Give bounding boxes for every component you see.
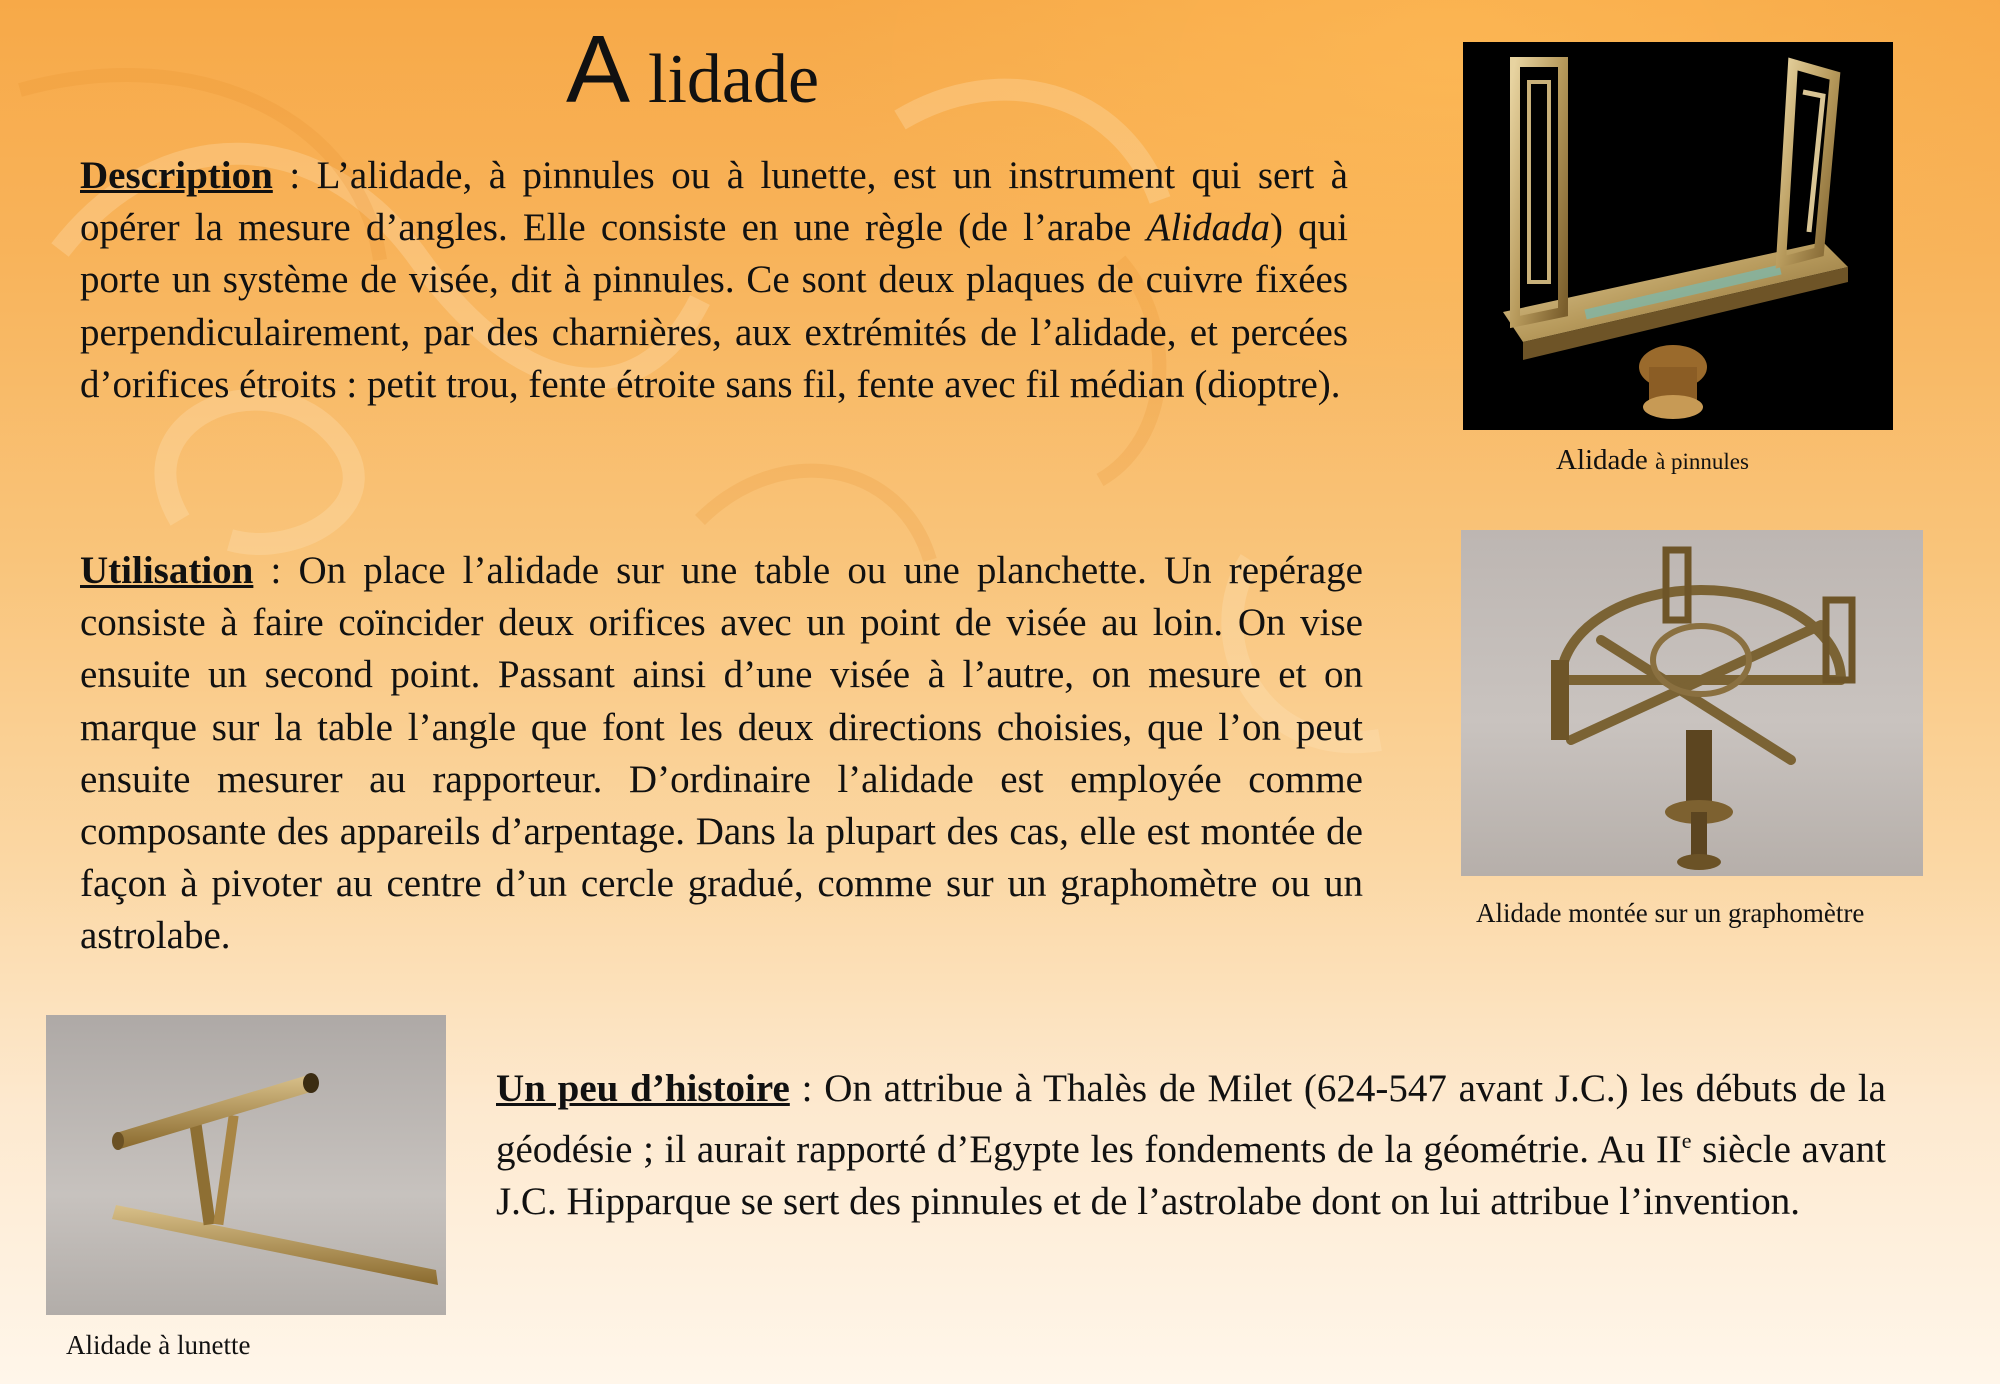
description-separator: : (272, 154, 317, 197)
utilisation-paragraph (80, 545, 1363, 963)
histoire-superscript: e (1681, 1128, 1692, 1154)
caption-pinnules-small: à pinnules (1655, 449, 1749, 474)
description-text-1: L’alidade, à pinnules ou à lunette, est un instrument qui sert à opérer la mesure d’angles. Elle consiste en une règle (de l’arabe (80, 154, 1348, 250)
histoire-text-2: siècle avant J.C. Hipparque se sert des pinnules et de l’astrolabe dont on lui attribue l’invention. (496, 1128, 1887, 1224)
description-italic-term: Alidada (1146, 206, 1271, 250)
utilisation-heading: Utilisation (80, 549, 254, 592)
graphometre-illustration (1461, 530, 1923, 876)
lunette-illustration (46, 1015, 446, 1315)
description-heading: Description (80, 154, 273, 197)
title-initial: A (566, 16, 631, 123)
caption-alidade-pinnules (1556, 444, 1749, 477)
page-title (566, 16, 820, 128)
caption-alidade-graphometre: Alidade montée sur un graphomètre (1476, 898, 1865, 928)
utilisation-text: On place l’alidade sur une table ou une planchette. Un repérage consiste à faire coïncider deux orifices avec un point de visée au loin. On vise ensuite un second point. Passant ainsi d’une visée à l’autre, on mesure et on marque sur la table l’angle que font les deux directions choisies, que l’on peut ensuite mesurer au rapporteur. D’ordinaire l’alidade est employée comme composante des appareils d’arpentage. Dans la plupart des cas, elle est montée de façon à pivoter au centre d’un cercle gradué, comme sur un graphomètre ou un astrolabe. (80, 549, 1363, 958)
description-paragraph (80, 150, 1348, 411)
utilisation-separator: : (253, 549, 299, 592)
caption-pinnules-main: Alidade (1556, 444, 1656, 476)
alidade-lunette-photo (46, 1015, 446, 1315)
histoire-heading: Un peu d’histoire (496, 1067, 790, 1110)
title-rest: lidade (648, 41, 820, 118)
alidade-pinnules-illustration (1463, 42, 1893, 430)
histoire-paragraph (496, 1063, 1886, 1229)
caption-alidade-lunette: Alidade à lunette (66, 1330, 251, 1360)
histoire-text-1: On attribue à Thalès de Milet (624-547 avant J.C.) les débuts de la géodésie ; il aurait rapporté d’Egypte les fondements de la géométrie. Au II (496, 1067, 1886, 1172)
histoire-separator: : (789, 1067, 825, 1110)
description-text-2: ) qui porte un système de visée, dit à pinnules. Ce sont deux plaques de cuivre fixées perpendiculairement, par des charnières, aux extrémités de l’alidade, et percées d’orifices étroits : petit trou, fente étroite sans fil, fente avec fil médian (dioptre). (80, 206, 1348, 406)
alidade-pinnules-photo (1463, 42, 1893, 430)
alidade-graphometre-photo (1461, 530, 1923, 876)
